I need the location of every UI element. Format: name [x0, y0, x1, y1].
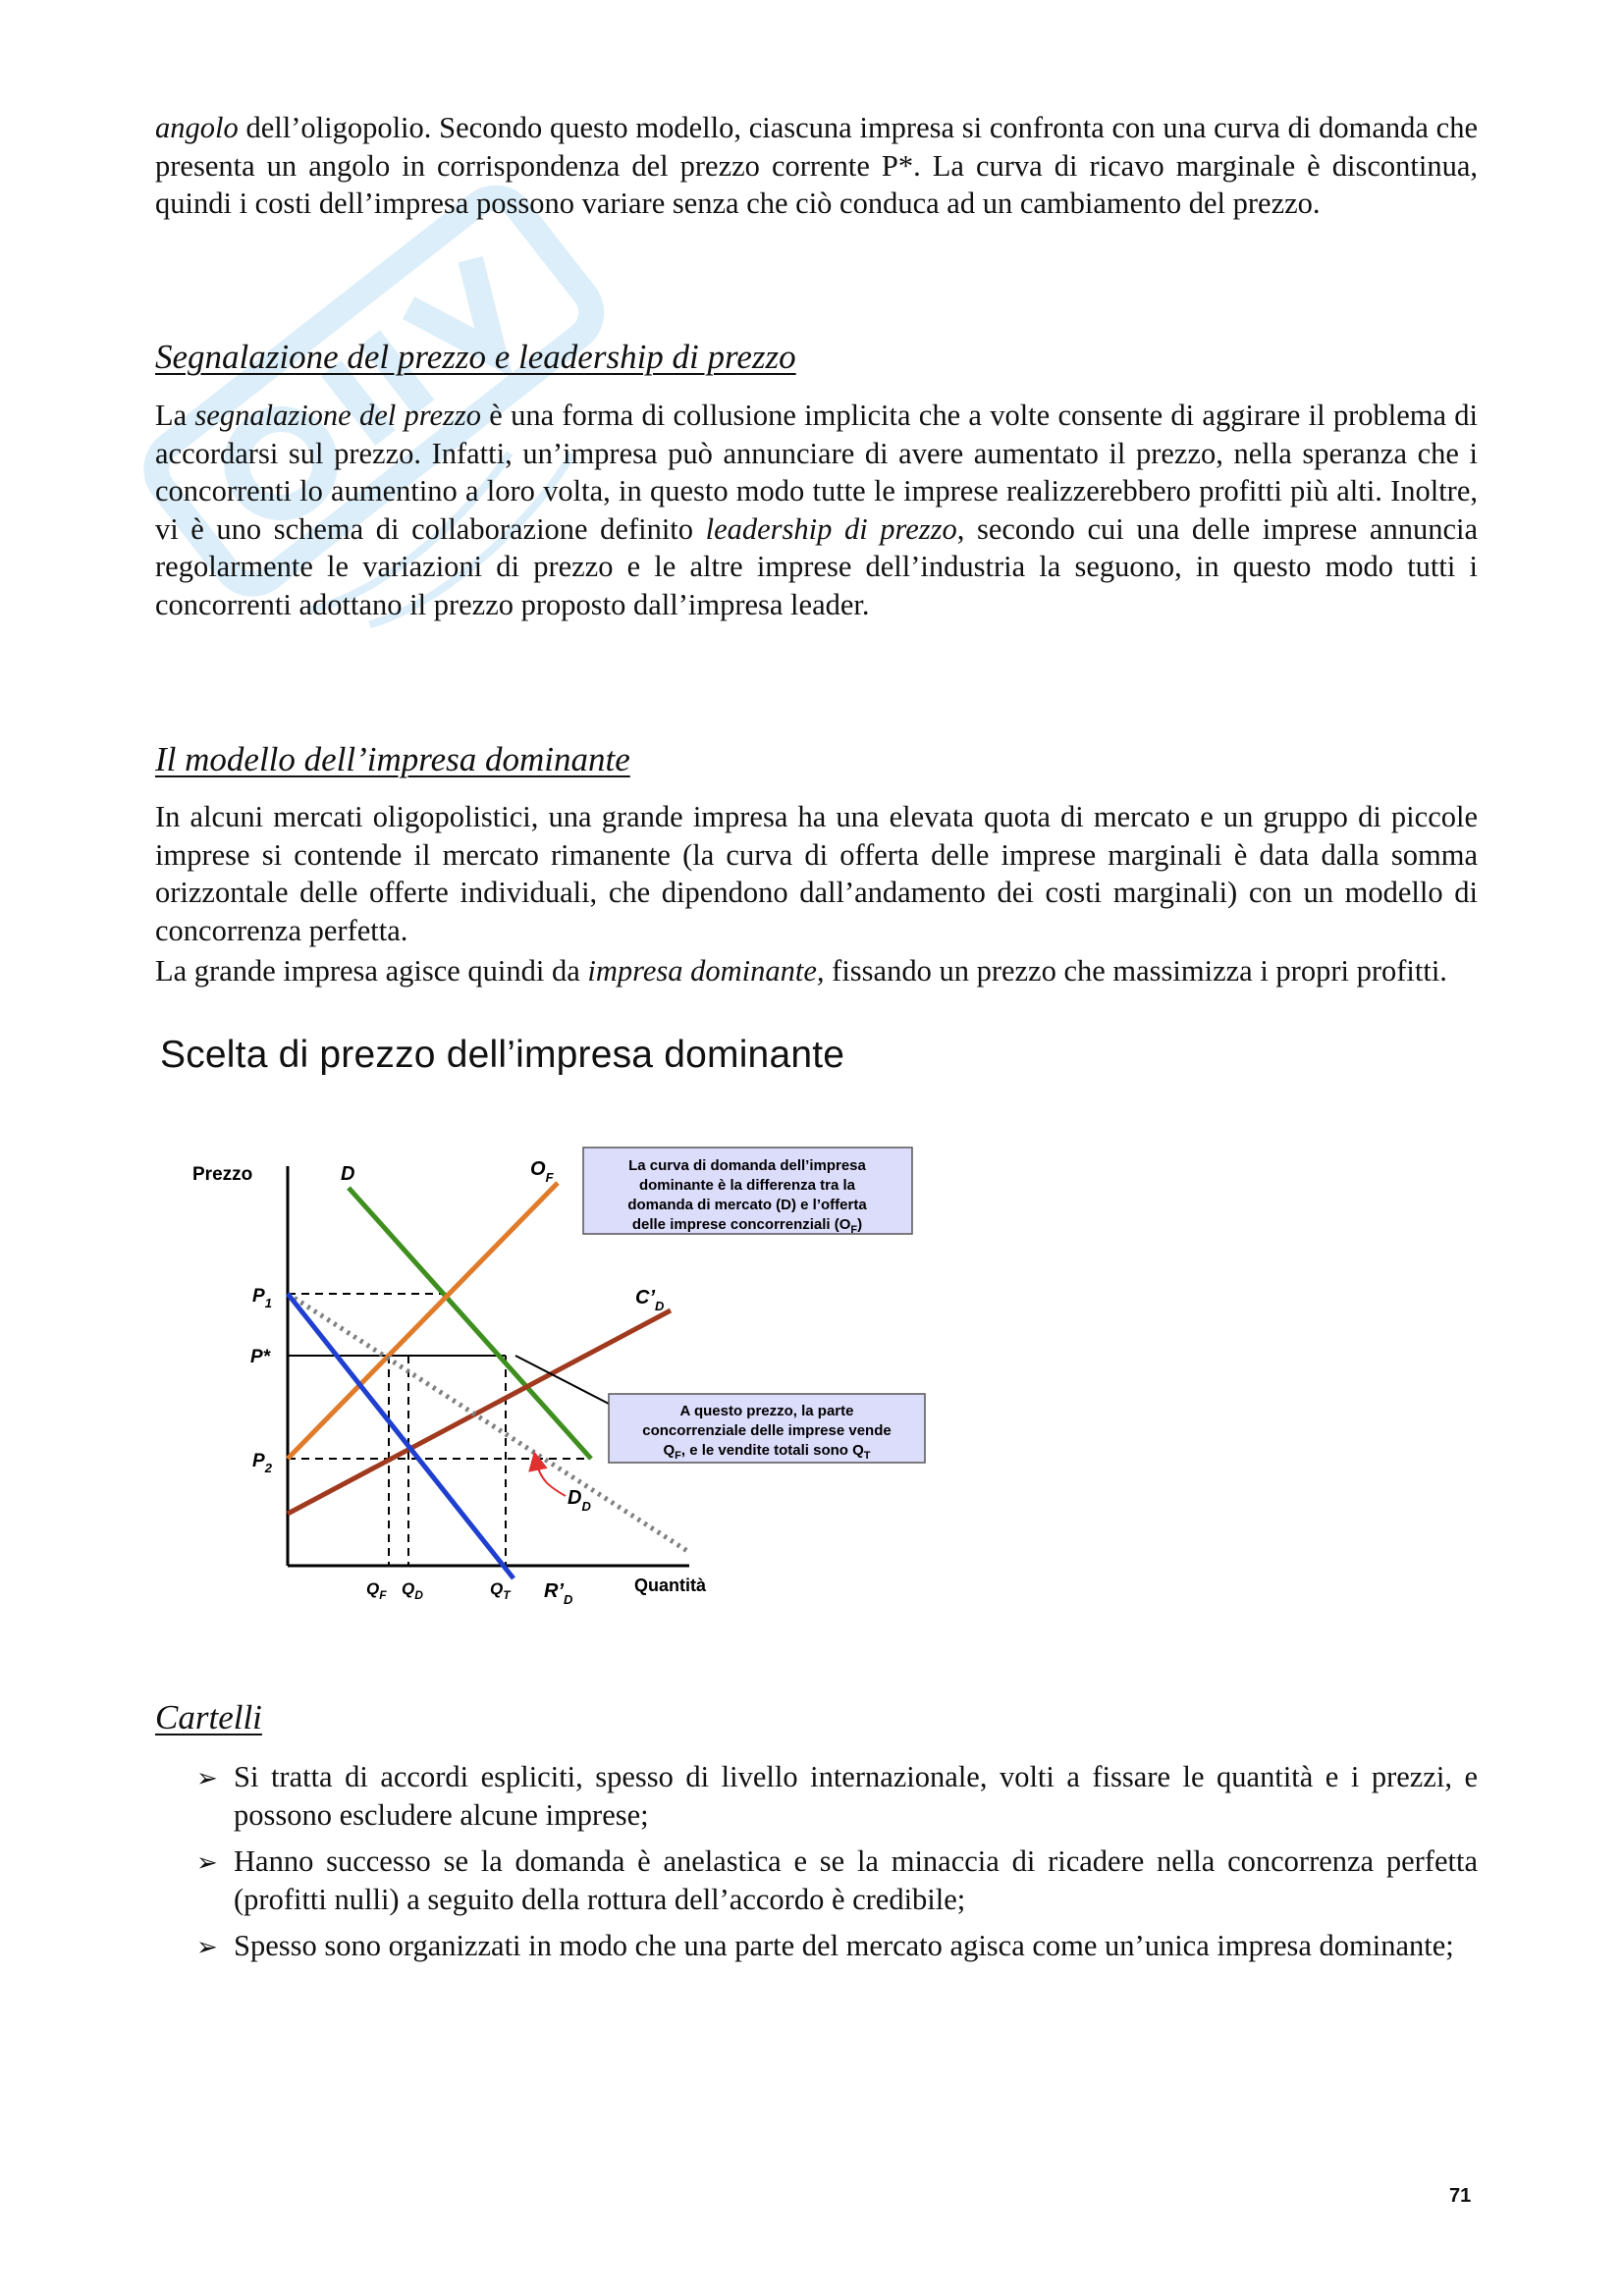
price-label-p1-main: P — [252, 1286, 265, 1307]
curve-label-cd-sub: D — [655, 1299, 665, 1313]
signaling-paragraph — [155, 397, 1478, 624]
signaling-text-1: La — [155, 399, 195, 432]
signaling-italic-1: segnalazione del prezzo — [194, 399, 482, 432]
note-box-1-line-2: dominante è la differenza tra la — [638, 1177, 856, 1194]
note-box-2-line-2: concorrenziale delle imprese vende — [642, 1422, 892, 1439]
note-box-2-qf-sub: F — [675, 1450, 681, 1462]
note-box-2-q: Q — [663, 1442, 676, 1459]
note-box-1-line-1: La curva di domanda dell’impresa — [628, 1157, 866, 1174]
list-item — [196, 1927, 1478, 1965]
note-box-2-total: e le vendite totali sono Q — [689, 1442, 864, 1459]
curve-label-of — [530, 1158, 555, 1185]
list-item-text: Spesso sono organizzati in modo che una parte del mercato agisca come un’unica impresa dominante; — [234, 1929, 1454, 1963]
curve-label-rd-main: R’ — [544, 1580, 564, 1602]
intro-text: dell’oligopolio. Secondo questo modello, ciascuna impresa si confronta con una curva di domanda che presenta un angolo in corrispondenza del prezzo corrente P*. La curva di ricavo marginale è discontinua, quindi i costi dell’impresa possono variare senza che ciò conduca ad un cambiamento del prezzo. — [155, 111, 1478, 221]
curve-label-cd-main: C’ — [635, 1287, 655, 1308]
note-box-1-line-4-end: ) — [857, 1216, 863, 1233]
curve-label-dd-main: D — [568, 1487, 582, 1509]
price-label-p2-main: P — [252, 1451, 265, 1471]
qty-label-qd-sub: D — [414, 1588, 423, 1602]
section-heading-dominant-firm: Il modello dell’impresa dominante — [155, 740, 630, 778]
qty-label-qd — [402, 1579, 423, 1602]
dominant-text-1: La grande impresa agisce quindi da — [155, 954, 588, 988]
curve-label-rd-sub: D — [564, 1592, 573, 1607]
dominant-firm-chart — [147, 1119, 952, 1629]
note-box-1-line-4-text: delle imprese concorrenziali (O — [631, 1216, 851, 1233]
qty-label-qt — [490, 1579, 512, 1602]
curve-label-dd — [568, 1487, 591, 1514]
dominant-text-2: fissando un prezzo che massimizza i propri profitti. — [824, 954, 1447, 988]
signaling-italic-2: leadership di prezzo — [705, 511, 957, 546]
page-number: 71 — [1449, 2185, 1472, 2207]
note-box-1-line-4-sub: F — [850, 1224, 858, 1236]
section-heading-cartels: Cartelli — [155, 1698, 262, 1736]
signaling-text-3: , secondo cui una delle imprese annuncia regolarmente le variazioni di prezzo e le altre imprese dell’industria la seguono, in questo modo tutti i concorrenti adottano il prezzo proposto dall’impresa leader. — [155, 511, 1478, 621]
price-label-p2-sub: 2 — [264, 1461, 272, 1475]
note-box-2-qt-sub: T — [863, 1450, 871, 1462]
curve-label-of-main: O — [530, 1158, 546, 1180]
list-item — [196, 1842, 1478, 1918]
curve-label-cd — [635, 1287, 665, 1313]
bullet-arrow-icon: ➢ — [196, 1933, 218, 1963]
qty-label-qt-main: Q — [490, 1579, 504, 1598]
note-box-2-comma: , — [680, 1442, 690, 1459]
dominant-firm-paragraph-1: In alcuni mercati oligopolistici, una grande impresa ha una elevata quota di mercato e un gruppo di piccole imprese si contende il mercato rimanente (la curva di offerta delle imprese marginali è data dalla somma orizzontale delle offerte individuali, che dipendono dall’andamento dei costi marginali) con un modello di concorrenza perfetta. — [155, 800, 1478, 947]
intro-italic-term: angolo — [155, 111, 239, 144]
price-label-p1-sub: 1 — [264, 1296, 272, 1310]
bullet-arrow-icon: ➢ — [196, 1764, 218, 1793]
curve-label-dd-sub: D — [581, 1499, 591, 1514]
qty-label-qf — [366, 1579, 387, 1602]
dominant-firm-paragraph-2 — [155, 952, 1478, 990]
figure-title: Scelta di prezzo dell’impresa dominante — [160, 1034, 845, 1076]
intro-paragraph — [155, 109, 1478, 223]
curve-label-of-sub: F — [545, 1170, 554, 1185]
qty-label-qf-main: Q — [366, 1579, 380, 1598]
dominant-italic: impresa dominante, — [587, 954, 825, 988]
list-item-text: Si tratta di accordi espliciti, spesso di livello internazionale, volti a fissare le quantità e i prezzi, e possono escludere alcune imprese; — [234, 1760, 1478, 1832]
list-item — [196, 1758, 1478, 1834]
price-label-p2 — [252, 1451, 273, 1475]
list-item-text: Hanno successo se la domanda è anelastica e se la minaccia di ricadere nella concorrenza perfetta (profitti nulli) a seguito della rottura dell’accordo è credibile; — [234, 1844, 1478, 1916]
section-heading-signaling: Segnalazione del prezzo e leadership di prezzo — [155, 338, 796, 376]
note-box-2-line-1: A questo prezzo, la parte — [679, 1403, 854, 1419]
signaling-text-2: è una forma di collusione implicita che a volte consente di aggirare il problema di accordarsi sul prezzo. Infatti, un’impresa può annunciare di avere aumentato il prezzo, nella speranza che i concorrenti lo aumentino a loro volta, in questo modo tutte le imprese realizzerebbero profitti più alti. Inoltre, vi è uno schema di collaborazione definito — [155, 399, 1478, 546]
price-label-p1 — [252, 1286, 272, 1310]
y-axis-label: Prezzo — [192, 1164, 253, 1185]
cartels-list — [196, 1758, 1478, 1974]
note-box-1-line-3: domanda di mercato (D) e l’offerta — [627, 1197, 867, 1213]
curve-label-d: D — [341, 1163, 355, 1185]
x-axis-label: Quantità — [634, 1575, 707, 1595]
curve-label-rd — [544, 1580, 573, 1607]
qty-label-qd-main: Q — [402, 1579, 415, 1598]
bullet-arrow-icon: ➢ — [196, 1848, 218, 1879]
qty-label-qt-sub: T — [503, 1588, 511, 1602]
note-box-price-sales — [609, 1394, 925, 1463]
note-box-dominant-demand — [583, 1148, 912, 1236]
price-label-pstar: P* — [250, 1347, 271, 1367]
qty-label-qf-sub: F — [379, 1588, 387, 1602]
box2-pointer-line — [515, 1356, 609, 1404]
